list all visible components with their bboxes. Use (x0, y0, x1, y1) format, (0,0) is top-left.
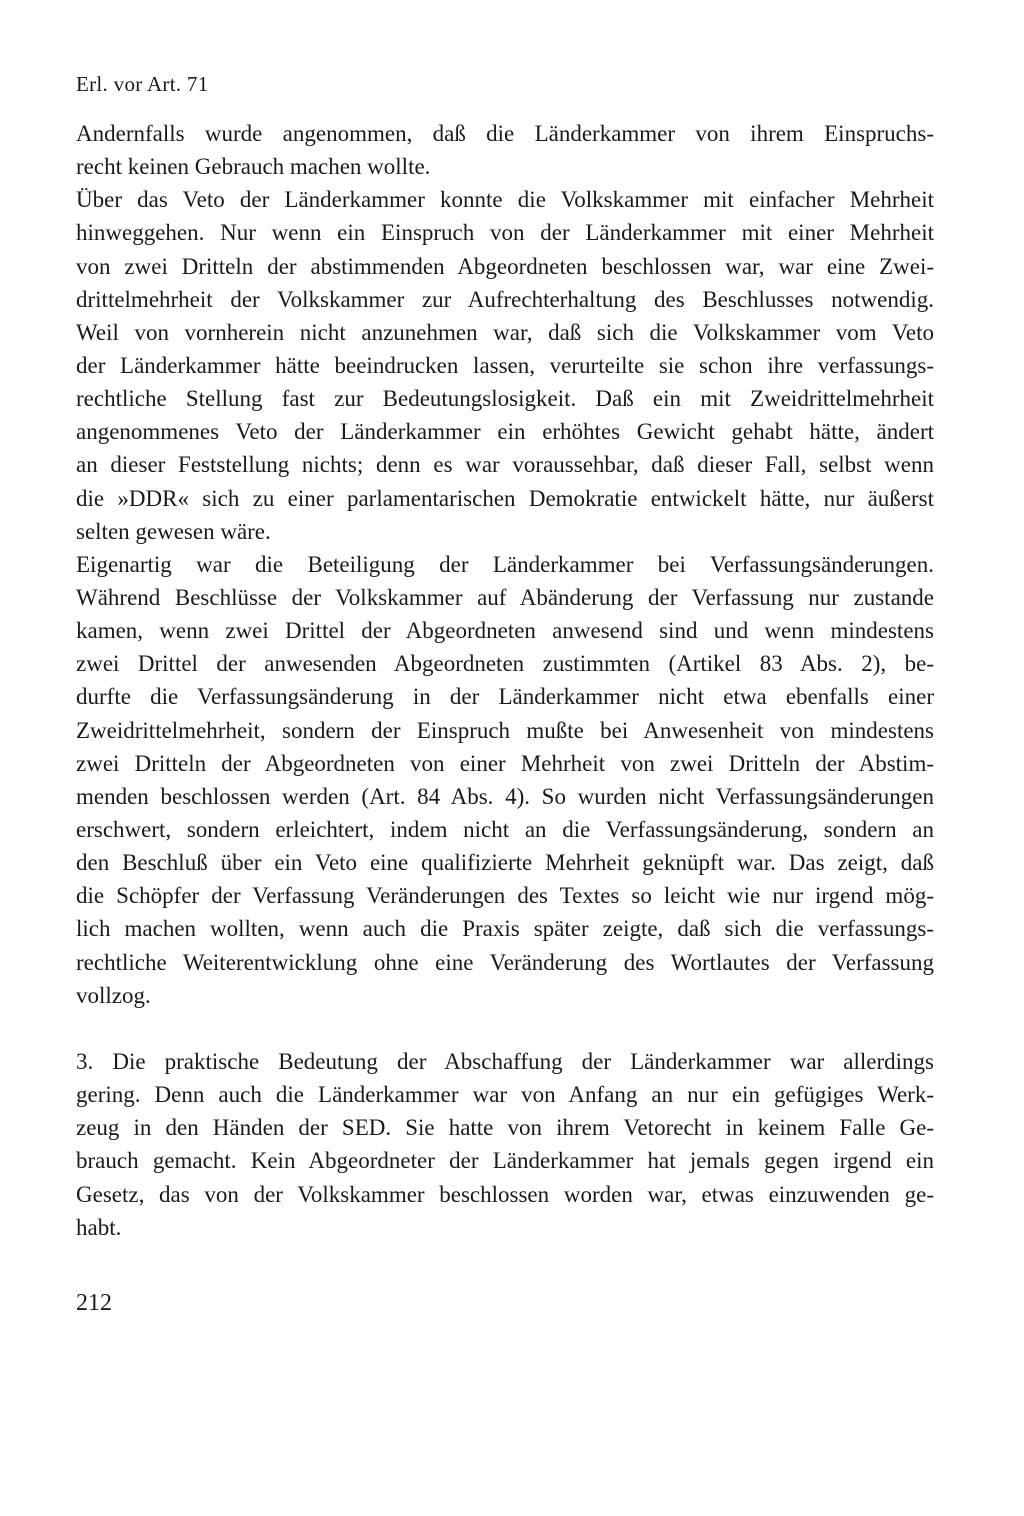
text-line: der Länderkammer hätte beeindrucken lassen, verurteilte sie schon ihre verfassungs- (76, 352, 934, 378)
body-text (76, 117, 934, 1244)
text-line: an dieser Feststellung nichts; denn es war voraussehbar, daß dieser Fall, selbst wenn (76, 452, 934, 478)
paragraph-gap (76, 1012, 934, 1045)
text-line: zeug in den Händen der SED. Sie hatte von ihrem Vetorecht in keinem Falle Ge- (76, 1115, 934, 1141)
text-line: Andernfalls wurde angenommen, daß die Länderkammer von ihrem Einspruchs- (76, 121, 934, 146)
text-line: Während Beschlüsse der Volkskammer auf Abänderung der Verfassung nur zustande (76, 584, 934, 610)
text-line: rechtliche Stellung fast zur Bedeutungslosigkeit. Daß ein mit Zweidrittelmehrheit (76, 386, 934, 412)
running-head: Erl. vor Art. 71 (76, 72, 209, 96)
text-line: Gesetz, das von der Volkskammer beschlossen worden war, etwas einzuwenden ge- (76, 1181, 934, 1207)
text-line: zwei Dritteln der Abgeordneten von einer Mehrheit von zwei Dritteln der Abstim- (76, 750, 934, 776)
text-line: brauch gemacht. Kein Abgeordneter der Länderkammer hat jemals gegen irgend ein (76, 1148, 934, 1174)
text-line: zwei Drittel der anwesenden Abgeordneten zustimmten (Artikel 83 Abs. 2), be- (76, 651, 934, 677)
text-line: Zweidrittelmehrheit, sondern der Einspruch mußte bei Anwesenheit von mindestens (76, 717, 934, 743)
text-line: vollzog. (76, 982, 151, 1008)
text-line: rechtliche Weiterentwicklung ohne eine Veränderung des Wortlautes der Verfassung (76, 949, 934, 975)
text-line: habt. (76, 1214, 122, 1240)
text-line: Über das Veto der Länderkammer konnte die Volkskammer mit einfacher Mehrheit (76, 187, 934, 213)
text-line: gering. Denn auch die Länderkammer war von Anfang an nur ein gefügiges Werk- (76, 1082, 934, 1108)
text-line: die Schöpfer der Verfassung Veränderungen des Textes so leicht wie nur irgend mög- (76, 883, 934, 909)
text-line: die »DDR« sich zu einer parlamentarischen Demokratie entwickelt hätte, nur äußerst (76, 485, 934, 511)
text-line: drittelmehrheit der Volkskammer zur Aufrechterhaltung des Beschlusses notwendig. (76, 286, 934, 312)
text-line: Eigenartig war die Beteiligung der Länderkammer bei Verfassungsänderungen. (76, 551, 934, 577)
text-line: lich machen wollten, wenn auch die Praxis später zeigte, daß sich die verfassungs- (76, 916, 934, 942)
text-line: von zwei Dritteln der abstimmenden Abgeordneten beschlossen war, war eine Zwei- (76, 253, 934, 279)
text-line: erschwert, sondern erleichtert, indem nicht an die Verfassungsänderung, sondern an (76, 816, 934, 842)
text-line: durfte die Verfassungsänderung in der Länderkammer nicht etwa ebenfalls einer (76, 684, 934, 710)
text-line: selten gewesen wäre. (76, 518, 271, 544)
text-line: hinweggehen. Nur wenn ein Einspruch von der Länderkammer mit einer Mehrheit (76, 220, 934, 246)
page-number: 212 (76, 1290, 112, 1316)
text-line: angenommenes Veto der Länderkammer ein erhöhtes Gewicht gehabt hätte, ändert (76, 419, 934, 445)
text-line: kamen, wenn zwei Drittel der Abgeordneten anwesend sind und wenn mindestens (76, 618, 934, 644)
text-line: 3. Die praktische Bedeutung der Abschaffung der Länderkammer war allerdings (76, 1048, 934, 1074)
text-line: recht keinen Gebrauch machen wollte. (76, 154, 431, 180)
text-line: den Beschluß über ein Veto eine qualifizierte Mehrheit geknüpft war. Das zeigt, daß (76, 850, 934, 876)
text-line: Weil von vornherein nicht anzunehmen war, daß sich die Volkskammer vom Veto (76, 319, 934, 345)
text-line: menden beschlossen werden (Art. 84 Abs. 4). So wurden nicht Verfassungsänderungen (76, 783, 934, 809)
